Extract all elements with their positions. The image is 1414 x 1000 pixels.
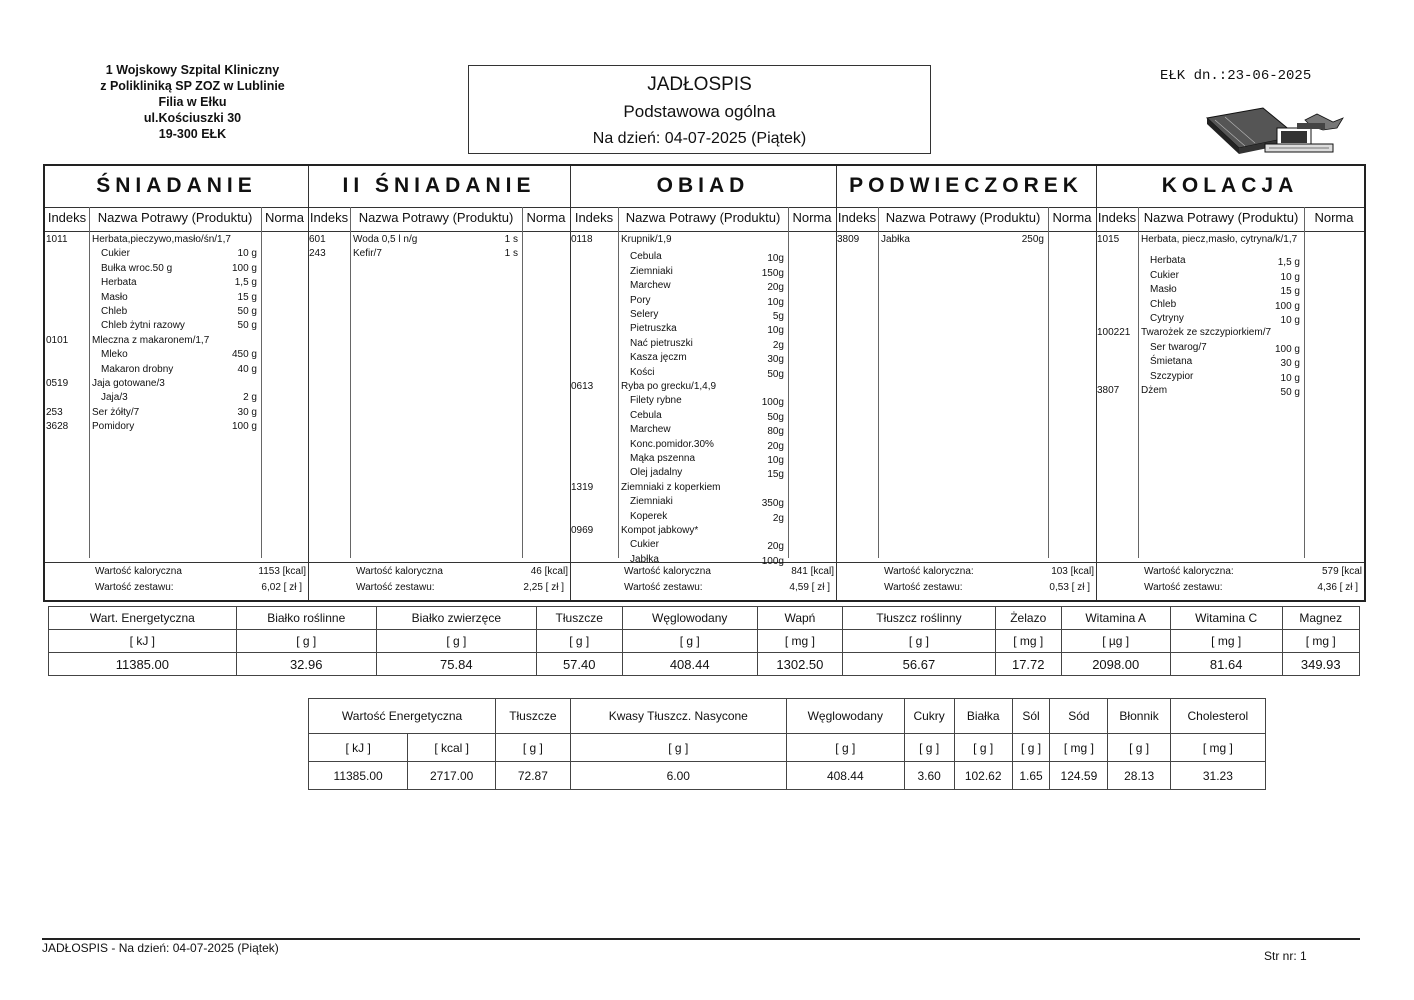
nutrient-header: Węglowodany [786, 699, 904, 734]
item-norm: 450 g [231, 349, 257, 361]
nutrient-unit: [ g ] [496, 734, 571, 762]
item-norm: 2g [772, 339, 784, 351]
item-index: 253 [46, 406, 63, 418]
item-name: Masło [1150, 284, 1177, 296]
nutrient-value: 2717.00 [408, 762, 496, 790]
item-norm: 1,5 g [1277, 257, 1300, 269]
item-norm: 100g [761, 397, 784, 409]
item-index: 243 [309, 248, 326, 260]
price-value: 4,59 [ zł ] [789, 582, 830, 593]
nutrient-value: 28.13 [1108, 762, 1170, 790]
title-box [468, 65, 931, 154]
item-index: 0101 [46, 334, 69, 346]
nutrient-unit: [ g ] [954, 734, 1012, 762]
nutrient-unit: [ mg ] [1170, 734, 1265, 762]
nutrient-header: Tłuszcz roślinny [842, 607, 995, 630]
item-name: Kefir/7 [353, 248, 382, 260]
nutrient-header: Sól [1012, 699, 1050, 734]
item-name: Jaja gotowane/3 [92, 378, 165, 389]
hospital-line: ul.Kościuszki 30 [143, 111, 242, 125]
grid-line [45, 207, 1364, 208]
hospital-line: 1 Wojskowy Szpital Kliniczny [105, 63, 280, 77]
nutrient-unit: [ mg ] [1170, 630, 1282, 653]
nutrient-value: 1.65 [1012, 762, 1050, 790]
item-name: Mąka pszenna [630, 453, 696, 464]
item-norm: 100 g [1274, 343, 1300, 355]
nutrient-value: 11385.00 [309, 762, 408, 790]
column-header-name: Nazwa Potrawy (Produktu) [358, 210, 514, 225]
item-norm: 40 g [237, 363, 257, 375]
nutrient-value: 1302.50 [757, 653, 842, 676]
print-date: EŁK dn.:23-06-2025 [1160, 68, 1312, 84]
item-name: Cebula [630, 251, 662, 263]
item-norm: 10g [767, 296, 784, 308]
item-name: Makaron drobny [101, 363, 174, 375]
column-header-index: Indeks [47, 210, 87, 225]
nutrient-header: Sód [1050, 699, 1108, 734]
item-norm: 100g [761, 555, 784, 567]
meal-title: KOLACJA [1161, 174, 1299, 197]
item-name: Mleko [101, 349, 128, 361]
nutrient-unit: [ g ] [622, 630, 757, 653]
kcal-label: Wartość kaloryczna: [1144, 566, 1234, 577]
item-name: Cukier [630, 539, 659, 551]
column-divider [788, 207, 789, 558]
menu-date: Na dzień: 04-07-2025 (Piątek) [592, 130, 807, 147]
nutrient-header: Tłuszcze [496, 699, 571, 734]
item-name: Selery [630, 309, 659, 320]
diet-type: Podstawowa ogólna [623, 102, 776, 121]
item-norm: 50 g [237, 306, 257, 317]
nutrient-value: 408.44 [622, 653, 757, 676]
item-norm: 15 g [237, 291, 257, 303]
price-label: Wartość zestawu: [624, 582, 703, 593]
kcal-value: 841 [kcal] [791, 566, 834, 577]
item-index: 0613 [571, 381, 594, 392]
price-value: 4,36 [ zł ] [1317, 582, 1358, 593]
item-index: 1319 [571, 481, 594, 493]
item-name: Pietruszka [630, 323, 677, 335]
item-norm: 2g [772, 512, 784, 524]
item-name: Olej jadalny [630, 467, 683, 479]
section-divider [308, 166, 309, 600]
item-norm: 80g [767, 426, 784, 438]
nutrient-header: Białko roślinne [236, 607, 376, 630]
kcal-label: Wartość kaloryczna: [884, 566, 974, 577]
item-name: Krupnik/1,9 [621, 234, 672, 245]
item-name: Szczypior [1150, 370, 1194, 382]
item-norm: 10 g [1280, 372, 1300, 384]
kcal-value: 46 [kcal] [530, 566, 568, 577]
item-norm: 50g [767, 368, 784, 380]
item-name: Chleb żytni razowy [101, 320, 185, 332]
hospital-line: 19-300 EŁK [158, 127, 227, 141]
item-name: Herbata, piecz,masło, cytryna/k/1,7 [1141, 234, 1298, 245]
nutrient-value: 31.23 [1170, 762, 1265, 790]
item-norm: 10 g [237, 248, 257, 260]
kcal-label: Wartość kaloryczna [95, 566, 182, 577]
nutrient-header: Tłuszcze [536, 607, 622, 630]
column-header-name: Nazwa Potrawy (Produktu) [625, 210, 781, 225]
column-divider [522, 207, 523, 558]
nutrient-value: 349.93 [1282, 653, 1360, 676]
item-norm: 50g [767, 411, 784, 423]
nutrient-value: 102.62 [954, 762, 1012, 790]
column-header-name: Nazwa Potrawy (Produktu) [1143, 210, 1299, 225]
nutrient-value: 75.84 [376, 653, 536, 676]
item-index: 1015 [1097, 234, 1120, 245]
nutrient-unit: [ g ] [1108, 734, 1170, 762]
item-name: Chleb [1150, 298, 1177, 310]
nutrient-header: Żelazo [995, 607, 1061, 630]
item-name: Jabłka [881, 234, 910, 245]
price-label: Wartość zestawu: [884, 582, 963, 593]
nutrient-value: 72.87 [496, 762, 571, 790]
column-header-norm: Norma [792, 210, 832, 225]
item-norm: 10 g [1280, 271, 1300, 283]
price-label: Wartość zestawu: [1144, 582, 1223, 593]
item-index: 601 [309, 234, 326, 245]
column-header-norm: Norma [526, 210, 566, 225]
column-divider [261, 207, 262, 558]
nutrient-header: Magnez [1282, 607, 1360, 630]
item-name: Cebula [630, 409, 662, 421]
item-name: Ryba po grecku/1,4,9 [621, 381, 717, 392]
nutrient-unit: [ mg ] [995, 630, 1061, 653]
item-name: Ser twarog/7 [1150, 341, 1207, 353]
nutrient-unit: [ g ] [236, 630, 376, 653]
nutrient-unit: [ g ] [786, 734, 904, 762]
nutrient-value: 408.44 [786, 762, 904, 790]
item-name: Ziemniaki z koperkiem [621, 481, 721, 493]
item-norm: 20g [767, 282, 784, 294]
column-header-norm: Norma [264, 210, 304, 225]
nutrient-unit: [ mg ] [757, 630, 842, 653]
item-name: Ser żółty/7 [92, 406, 140, 418]
item-norm: 2 g [243, 392, 257, 404]
column-header-norm: Norma [1052, 210, 1092, 225]
footer-title: JADŁOSPIS - Na dzień: 04-07-2025 (Piątek) [42, 941, 279, 955]
nutrient-value: 3.60 [904, 762, 954, 790]
nutrient-unit: [ g ] [904, 734, 954, 762]
item-norm: 10g [767, 325, 784, 337]
section-divider [836, 166, 837, 600]
item-index: 1011 [46, 234, 68, 245]
nutrient-value: 6.00 [570, 762, 786, 790]
item-norm: 250g [1021, 234, 1044, 245]
item-name: Bułka wroc.50 g [101, 262, 173, 274]
item-name: Koperek [630, 510, 668, 522]
nutrient-header: Białko zwierzęce [376, 607, 536, 630]
nutrient-header: Cukry [904, 699, 954, 734]
column-header-norm: Norma [1314, 210, 1354, 225]
item-name: Masło [101, 291, 128, 303]
item-name: Kompot jabkowy* [621, 525, 699, 536]
nutrient-value: 124.59 [1050, 762, 1108, 790]
nutrient-unit: [ g ] [536, 630, 622, 653]
item-name: Herbata,pieczywo,masło/śn/1,7 [92, 234, 231, 245]
nutrient-unit: [ g ] [376, 630, 536, 653]
kcal-value: 579 [kcal [1321, 566, 1362, 577]
kcal-value: 103 [kcal] [1051, 566, 1094, 577]
item-name: Marchew [630, 424, 671, 436]
menu-table [43, 164, 1366, 602]
item-norm: 100 g [231, 262, 257, 274]
nutrient-header: Witamina C [1170, 607, 1282, 630]
book-computer-icon [1205, 96, 1345, 158]
section-divider [1096, 166, 1097, 600]
footer-divider [42, 938, 1360, 940]
item-name: Śmietana [1150, 356, 1193, 368]
nutrient-value: 2098.00 [1061, 653, 1170, 676]
item-name: Filety rybne [630, 395, 682, 407]
item-norm: 30 g [237, 406, 257, 418]
item-norm: 15 g [1280, 286, 1300, 298]
nutrition-table-2 [308, 698, 1266, 790]
column-divider [878, 207, 879, 558]
item-name: Ziemniaki [630, 265, 673, 277]
item-name: Woda 0,5 l n/g [353, 234, 418, 245]
item-name: Cukier [1150, 269, 1179, 281]
column-divider [89, 207, 90, 558]
item-index: 0519 [46, 378, 69, 389]
meal-title: PODWIECZOREK [849, 174, 1083, 197]
hospital-line: z Polikliniką SP ZOZ w Lublinie [100, 79, 285, 93]
item-name: Pomidory [92, 421, 135, 433]
kcal-label: Wartość kaloryczna [624, 566, 711, 577]
column-divider [1304, 207, 1305, 558]
item-name: Dżem [1141, 385, 1168, 396]
item-norm: 100 g [1274, 300, 1300, 312]
item-norm: 10 g [1280, 315, 1300, 326]
nutrient-value: 17.72 [995, 653, 1061, 676]
item-name: Kości [630, 366, 655, 378]
nutrient-unit: [ mg ] [1050, 734, 1108, 762]
item-index: 0118 [571, 234, 593, 245]
grid-line [45, 562, 1364, 563]
column-header-index: Indeks [1097, 210, 1137, 225]
nutrient-value: 56.67 [842, 653, 995, 676]
column-divider [350, 207, 351, 558]
column-divider [1138, 207, 1139, 558]
nutrient-header: Kwasy Tłuszcz. Nasycone [570, 699, 786, 734]
item-index: 3807 [1097, 385, 1120, 396]
nutrition-table-1 [48, 606, 1360, 676]
column-header-name: Nazwa Potrawy (Produktu) [97, 210, 253, 225]
item-name: Kasza jęczm [630, 352, 687, 364]
nutrient-unit: [ µg ] [1061, 630, 1170, 653]
nutrient-unit: [ kJ ] [309, 734, 408, 762]
item-name: Twarożek ze szczypiorkiem/7 [1141, 327, 1272, 339]
nutrient-value: 32.96 [236, 653, 376, 676]
price-value: 0,53 [ zł ] [1049, 582, 1090, 593]
item-name: Nać pietruszki [630, 337, 693, 349]
nutrient-value: 11385.00 [49, 653, 237, 676]
item-index: 3628 [46, 421, 69, 433]
nutrient-value: 81.64 [1170, 653, 1282, 676]
nutrient-unit: [ g ] [570, 734, 786, 762]
nutrient-header: Wapń [757, 607, 842, 630]
grid-line [45, 231, 1364, 232]
item-index: 3809 [837, 234, 860, 245]
item-norm: 150g [761, 267, 784, 279]
item-name: Konc.pomidor.30% [630, 438, 714, 450]
item-norm: 10g [767, 253, 784, 265]
item-name: Cukier [101, 248, 130, 260]
item-norm: 1,5 g [234, 277, 257, 289]
meal-title: ŚNIADANIE [96, 174, 257, 197]
item-norm: 50 g [237, 320, 257, 332]
nutrient-header: Cholesterol [1170, 699, 1265, 734]
item-name: Herbata [101, 277, 137, 289]
column-divider [1048, 207, 1049, 558]
item-norm: 1 s [504, 248, 518, 260]
page-title: JADŁOSPIS [647, 74, 752, 95]
item-norm: 30g [767, 354, 784, 366]
item-name: Jabłka [630, 553, 659, 565]
item-norm: 50 g [1280, 387, 1300, 398]
item-norm: 350g [761, 498, 784, 510]
column-header-index: Indeks [309, 210, 349, 225]
column-header-index: Indeks [837, 210, 877, 225]
nutrient-header: Białka [954, 699, 1012, 734]
column-divider [618, 207, 619, 558]
item-index: 0969 [571, 525, 594, 536]
price-label: Wartość zestawu: [356, 582, 435, 593]
nutrient-header: Węglowodany [622, 607, 757, 630]
nutrient-header: Witamina A [1061, 607, 1170, 630]
nutrient-unit: [ g ] [842, 630, 995, 653]
column-header-name: Nazwa Potrawy (Produktu) [885, 210, 1041, 225]
item-norm: 5g [772, 311, 784, 322]
column-header-index: Indeks [574, 210, 614, 225]
hospital-address [70, 62, 315, 142]
item-name: Marchew [630, 280, 671, 292]
item-name: Pory [630, 294, 651, 306]
hospital-line: Filia w Ełku [158, 95, 227, 109]
item-norm: 30 g [1280, 358, 1300, 370]
item-norm: 20g [767, 541, 784, 553]
meal-title: OBIAD [656, 174, 750, 197]
nutrient-value: 57.40 [536, 653, 622, 676]
item-name: Cytryny [1150, 313, 1184, 324]
item-norm: 15g [767, 469, 784, 481]
item-index: 100221 [1097, 327, 1131, 339]
nutrient-header: Błonnik [1108, 699, 1170, 734]
nutrient-header: Wartość Energetyczna [309, 699, 496, 734]
item-name: Chleb [101, 306, 128, 317]
page-number: Str nr: 1 [1264, 949, 1307, 963]
item-name: Ziemniaki [630, 496, 673, 508]
kcal-value: 1153 [kcal] [258, 566, 306, 577]
item-name: Herbata [1150, 255, 1186, 267]
nutrient-unit: [ kcal ] [408, 734, 496, 762]
nutrient-unit: [ kJ ] [49, 630, 237, 653]
kcal-label: Wartość kaloryczna [356, 566, 443, 577]
price-value: 2,25 [ zł ] [523, 582, 564, 593]
item-norm: 100 g [231, 421, 257, 433]
item-norm: 10g [767, 455, 784, 466]
item-norm: 20g [767, 440, 784, 452]
price-value: 6,02 [ zł ] [261, 582, 302, 593]
meal-title: II ŚNIADANIE [342, 174, 536, 197]
nutrient-unit: [ mg ] [1282, 630, 1360, 653]
price-label: Wartość zestawu: [95, 582, 174, 593]
nutrient-unit: [ g ] [1012, 734, 1050, 762]
item-name: Mleczna z makaronem/1,7 [92, 334, 210, 346]
item-norm: 1 s [504, 234, 518, 245]
item-name: Jaja/3 [101, 392, 128, 404]
nutrient-header: Wart. Energetyczna [49, 607, 237, 630]
